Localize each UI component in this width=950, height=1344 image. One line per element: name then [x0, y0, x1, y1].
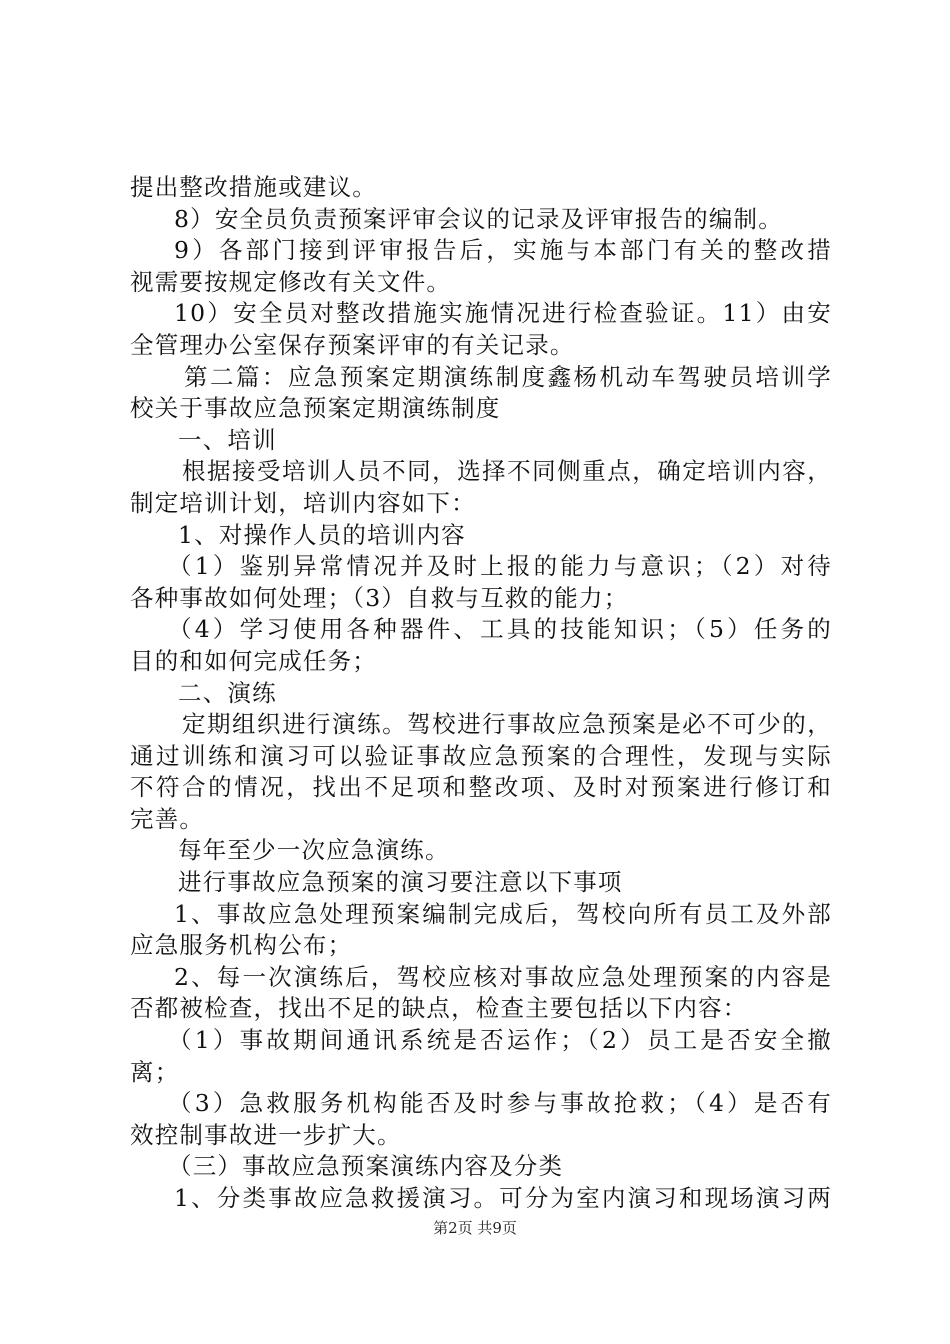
- paragraph-line: 10）安全员对整改措施实施情况进行检查验证。11）由安: [174, 299, 832, 328]
- paragraph-line: （3）急救服务机构能否及时参与事故抢救；（4）是否有: [168, 1089, 832, 1118]
- paragraph-line: 各种事故如何处理；（3）自救与互救的能力；: [130, 583, 629, 612]
- paragraph-line: 一、培训: [178, 425, 277, 454]
- paragraph-line: 离；: [130, 1057, 180, 1086]
- paragraph-line: 不符合的情况，找出不足项和整改项、及时对预案进行修订和: [130, 773, 832, 802]
- paragraph-line: 目的和如何完成任务；: [130, 646, 377, 675]
- paragraph-line: 应急服务机构公布；: [130, 931, 353, 960]
- paragraph-line: 9）各部门接到评审报告后，实施与本部门有关的整改措: [174, 236, 832, 265]
- paragraph-line: 通过训练和演习可以验证事故应急预案的合理性，发现与实际: [130, 741, 832, 770]
- paragraph-line: 每年至少一次应急演练。: [178, 836, 450, 865]
- paragraph-line: （4）学习使用各种器件、工具的技能知识；（5）任务的: [168, 615, 832, 644]
- paragraph-line: 1、对操作人员的培训内容: [178, 520, 466, 549]
- paragraph-line: 定期组织进行演练。驾校进行事故应急预案是必不可少的，: [182, 710, 832, 739]
- paragraph-line: 1、分类事故应急救援演习。可分为室内演习和现场演习两: [174, 1184, 832, 1212]
- paragraph-line: （1）事故期间通讯系统是否运作；（2）员工是否安全撤: [168, 1026, 832, 1055]
- paragraph-line: 进行事故应急预案的演习要注意以下事项: [178, 868, 623, 897]
- paragraph-line: 视需要按规定修改有关文件。: [130, 267, 452, 296]
- paragraph-line: 根据接受培训人员不同，选择不同侧重点，确定培训内容，: [182, 457, 832, 486]
- paragraph-line: （1）鉴别异常情况并及时上报的能力与意识；（2）对待: [168, 552, 832, 581]
- page-footer: 第2页 共9页: [433, 1219, 517, 1237]
- paragraph-line: 完善。: [130, 804, 205, 833]
- paragraph-line: 二、演练: [178, 678, 277, 707]
- paragraph-line: 否都被检查，找出不足的缺点，检查主要包括以下内容：: [130, 994, 748, 1023]
- paragraph-line: 1、事故应急处理预案编制完成后，驾校向所有员工及外部: [174, 899, 832, 928]
- paragraph-line: 第二篇：应急预案定期演练制度鑫杨机动车驾驶员培训学: [184, 362, 832, 391]
- paragraph-line: 全管理办公室保存预案评审的有关记录。: [130, 330, 575, 359]
- paragraph-line: 校关于事故应急预案定期演练制度: [130, 394, 501, 423]
- paragraph-line: 8）安全员负责预案评审会议的记录及评审报告的编制。: [174, 204, 783, 233]
- paragraph-line: 提出整改措施或建议。: [130, 173, 377, 201]
- paragraph-line: （三）事故应急预案演练内容及分类: [168, 1152, 564, 1181]
- paragraph-line: 制定培训计划，培训内容如下：: [130, 488, 476, 517]
- paragraph-line: 2、每一次演练后，驾校应核对事故应急处理预案的内容是: [174, 962, 832, 991]
- document-body: [130, 172, 832, 1215]
- paragraph-line: 效控制事故进一步扩大。: [130, 1120, 402, 1149]
